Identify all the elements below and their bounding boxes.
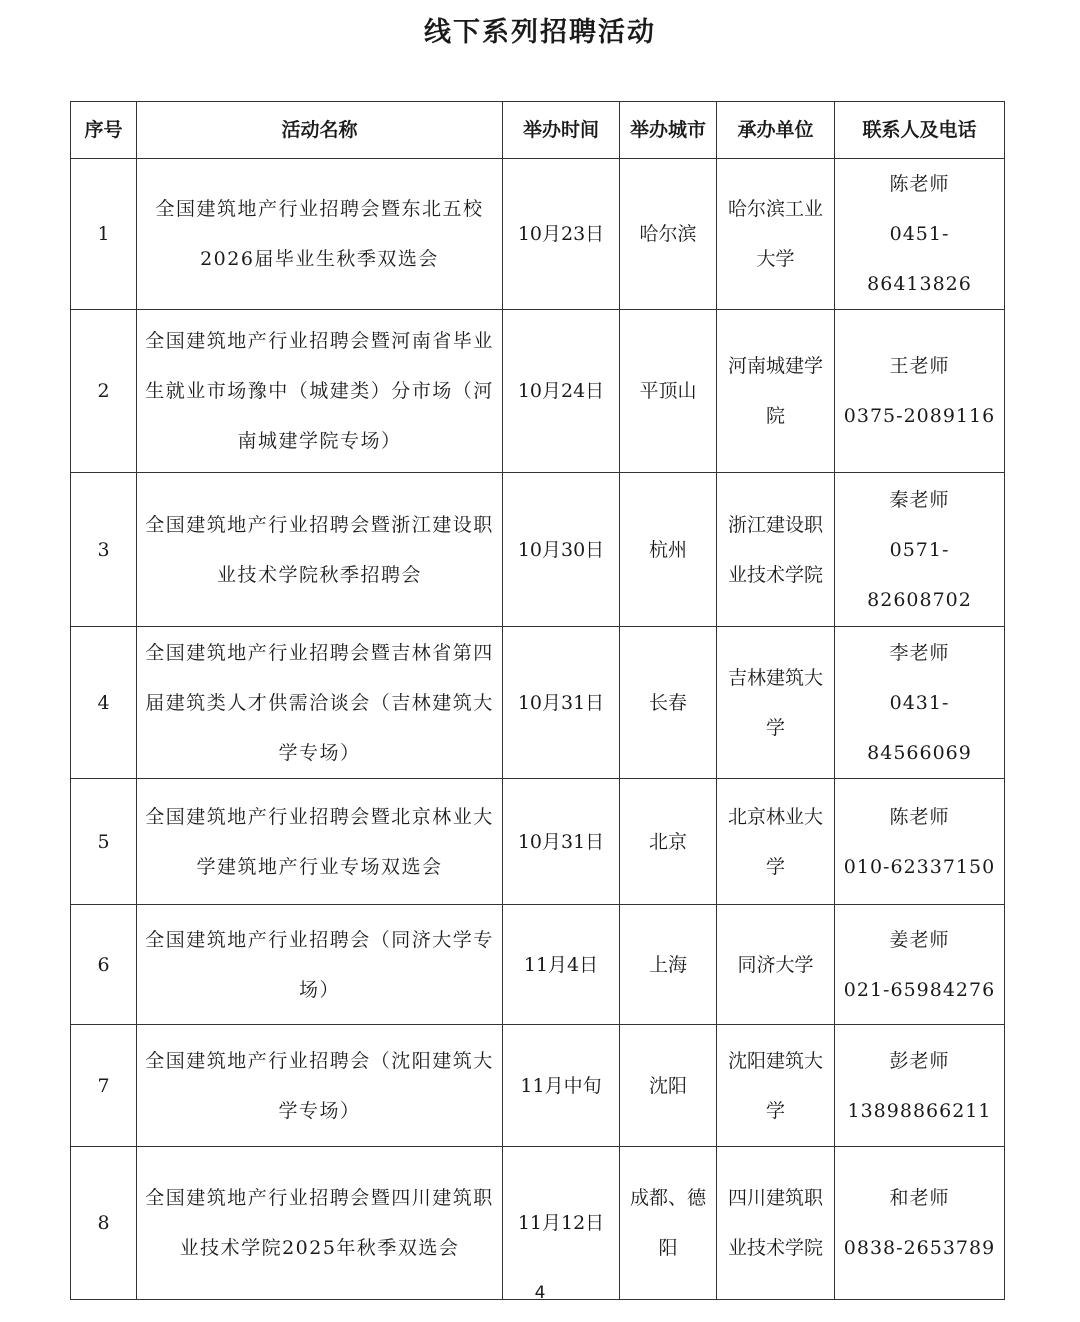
contact-phone: 0375-2089116	[843, 405, 996, 427]
contact-name: 彭老师	[889, 1049, 950, 1072]
event-city: 长春	[620, 627, 717, 779]
event-city: 北京	[620, 779, 717, 905]
row-index: 5	[71, 779, 137, 905]
event-date: 10月31日	[503, 779, 620, 905]
table-row	[71, 1147, 1005, 1300]
page-title: 线下系列招聘活动	[424, 17, 656, 48]
header-city: 举办城市	[620, 102, 717, 159]
host-organization: 四川建筑职业技术学院	[717, 1147, 835, 1300]
contact-cell	[835, 473, 1005, 627]
contact-name: 李老师	[889, 641, 950, 664]
contact-phone: 0571-82608702	[867, 538, 972, 611]
event-date: 10月24日	[503, 310, 620, 473]
row-index: 2	[71, 310, 137, 473]
header-contact: 联系人及电话	[835, 102, 1005, 159]
header-host: 承办单位	[717, 102, 835, 159]
contact-name: 陈老师	[889, 805, 950, 828]
contact-phone: 010-62337150	[843, 855, 996, 878]
row-index: 7	[71, 1025, 137, 1147]
event-city: 平顶山	[620, 310, 717, 473]
contact-cell	[835, 310, 1005, 473]
event-city: 成都、德阳	[620, 1147, 717, 1300]
activity-name: 全国建筑地产行业招聘会（沈阳建筑大学专场）	[137, 1025, 503, 1147]
table-row	[71, 779, 1005, 905]
event-city: 上海	[620, 905, 717, 1025]
contact-cell	[835, 159, 1005, 310]
event-date: 11月中旬	[503, 1025, 620, 1147]
recruitment-table	[70, 101, 1005, 1300]
row-index: 4	[71, 627, 137, 779]
event-city: 哈尔滨	[620, 159, 717, 310]
event-city: 沈阳	[620, 1025, 717, 1147]
table-row	[71, 1025, 1005, 1147]
header-index: 序号	[71, 102, 137, 159]
host-organization: 哈尔滨工业大学	[717, 159, 835, 310]
table-row	[71, 310, 1005, 473]
host-organization: 同济大学	[717, 905, 835, 1025]
row-index: 8	[71, 1147, 137, 1300]
row-index: 6	[71, 905, 137, 1025]
host-organization: 浙江建设职业技术学院	[717, 473, 835, 627]
contact-cell	[835, 779, 1005, 905]
activity-name: 全国建筑地产行业招聘会暨吉林省第四届建筑类人才供需洽谈会（吉林建筑大学专场）	[137, 627, 503, 779]
row-index: 1	[71, 159, 137, 310]
event-date: 10月30日	[503, 473, 620, 627]
table-header-row	[71, 102, 1005, 159]
contact-phone: 0431-84566069	[867, 691, 972, 764]
row-index: 3	[71, 473, 137, 627]
activity-name: 全国建筑地产行业招聘会暨浙江建设职业技术学院秋季招聘会	[137, 473, 503, 627]
contact-name: 王老师	[889, 355, 950, 377]
table-row	[71, 627, 1005, 779]
activity-name: 全国建筑地产行业招聘会暨河南省毕业生就业市场豫中（城建类）分市场（河南城建学院专场）	[137, 310, 503, 473]
event-date: 10月31日	[503, 627, 620, 779]
contact-phone: 0451-86413826	[867, 223, 972, 295]
event-date: 10月23日	[503, 159, 620, 310]
contact-phone: 0838-2653789	[843, 1237, 996, 1259]
contact-cell	[835, 1147, 1005, 1300]
event-date: 11月4日	[503, 905, 620, 1025]
table-row	[71, 159, 1005, 310]
event-date: 11月12日	[503, 1147, 620, 1300]
activity-name: 全国建筑地产行业招聘会暨四川建筑职业技术学院2025年秋季双选会	[137, 1147, 503, 1300]
event-city: 杭州	[620, 473, 717, 627]
page-number: 4	[534, 1283, 546, 1303]
table-row	[71, 473, 1005, 627]
activity-name: 全国建筑地产行业招聘会（同济大学专场）	[137, 905, 503, 1025]
table-row	[71, 905, 1005, 1025]
contact-name: 和老师	[889, 1187, 950, 1209]
activity-name: 全国建筑地产行业招聘会暨北京林业大学建筑地产行业专场双选会	[137, 779, 503, 905]
contact-name: 姜老师	[889, 928, 950, 951]
contact-cell	[835, 1025, 1005, 1147]
activity-name: 全国建筑地产行业招聘会暨东北五校2026届毕业生秋季双选会	[137, 159, 503, 310]
host-organization: 沈阳建筑大学	[717, 1025, 835, 1147]
contact-cell	[835, 627, 1005, 779]
host-organization: 河南城建学院	[717, 310, 835, 473]
header-date: 举办时间	[503, 102, 620, 159]
host-organization: 吉林建筑大学	[717, 627, 835, 779]
contact-phone: 13898866211	[847, 1099, 992, 1122]
host-organization: 北京林业大学	[717, 779, 835, 905]
header-name: 活动名称	[137, 102, 503, 159]
contact-name: 秦老师	[889, 488, 950, 511]
contact-phone: 021-65984276	[843, 978, 996, 1001]
contact-name: 陈老师	[889, 173, 950, 195]
contact-cell	[835, 905, 1005, 1025]
